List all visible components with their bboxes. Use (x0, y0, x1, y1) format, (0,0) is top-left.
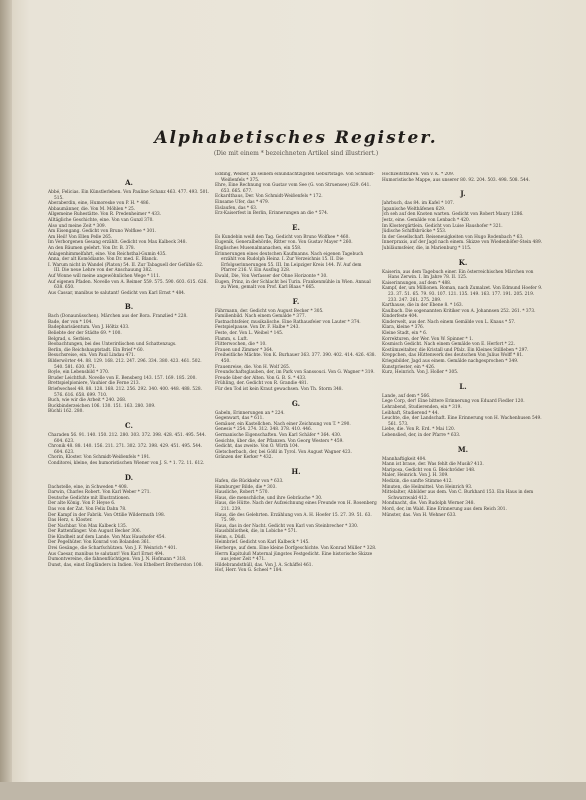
index-entry: Gletscherbach, der, bei Gößl in Tyrol. Von August Wagner 423. (215, 449, 352, 455)
section-letter: F. (292, 296, 300, 306)
index-entry: Kriegsbilder, Jagd aus einem. Gemälde nachgesprochen * 349. (382, 359, 519, 365)
index-entry: Kinderfeste 404. (382, 314, 419, 320)
register-page (36, 70, 556, 782)
index-entry: Hausbibliothek, die, in Lobiche * 571. (215, 529, 298, 535)
index-entry: Englisches Musenalmanachen, ein 558. (215, 245, 302, 251)
index-entry: Klara, kleine * 376. (382, 325, 425, 331)
index-entry: Eugen, Prinz, in der Schlacht bei Turin. Frankenmühle in Wien. Annual zu Wien, gemalt von Prof. Karl Blaas * 665. (215, 279, 371, 291)
page-title: Alphabetisches Register. (154, 128, 438, 148)
index-entry: Mariposa, Gedicht von G. Bleichröder 148. (382, 467, 476, 473)
index-entry: Ewald, Die, Von Verfasser der Ohne Horizonte * 30. (215, 273, 328, 279)
index-entry: Mondnacht, die. Von Rudolph Werner 348. (382, 501, 475, 507)
table-surface (0, 782, 586, 800)
index-entry: Anlagenhimmelfahrt, eine. Von Reichsthal-Gumin 435. (48, 251, 167, 257)
index-entry: Belgrad, s. Serbien. (48, 336, 92, 342)
index-entry: Jahrbuch, das 84. im Kafel * 107. (382, 201, 455, 207)
section-letter: M. (457, 444, 469, 454)
index-entry: Kosmisch Gedicht. Nach einem Gemälde von E. Herfort * 22. (382, 342, 516, 348)
index-entry: Innerpraxis, auf der Jagd nach einem. Skizze von Wiedenhöfer-Stein 489. (382, 240, 543, 246)
index-entry: Festspielpause. Von Dr. F. Halbe * 243. (215, 325, 300, 331)
index-entry: Herberge, auf dem. Eine kleine Dorfgeschichte. Von Konrad Müller * 328. (215, 546, 377, 552)
section-letter: L. (459, 381, 467, 391)
index-entry: Erinnerungen eines deutschen Kaufmanns. Nach eigenen Tagebuch erzählt von Rudolph Heinz. I. Zur Verzeichnis 15. II. Die Erfolgserinnerungen 55. III. Im Leipziger Kreis 144. IV. Auf dem Pfarrer 216. V. Ein Ausflug 328. (215, 251, 364, 274)
index-entry: Conditorei, kleine, des humoristischen Wiener von J. S. * 1. 72. 11. 612. (48, 460, 205, 466)
index-entry: Leuchte, die, der Landschaft. Eine Erinnerung von H. Wachenhusen 549. 561. 573. (382, 416, 542, 427)
index-entry: Erz-Kaiserfest in Berlin, Erinnerungen an die * 574. (215, 211, 329, 217)
index-entry: Familienbild. Nach einem Gemälde * 377. (215, 314, 306, 320)
index-entry: Hochzeitsthüren. Von v. K. * 209. (382, 172, 455, 177)
index-entry: Lebenslied, der, in der Pfarre * 633. (382, 432, 461, 438)
index-entry: Gegenwart, das * 611. (215, 416, 264, 422)
index-entry: Einsame Ufer, das * 479. (215, 199, 270, 205)
section-letter: A. (125, 178, 133, 187)
index-entry: Badepharisäentum. Von J. Höltiz 433. (48, 325, 130, 331)
index-entry: Flamm, s. Luft. (215, 336, 249, 342)
index-entry: Hamburger Bilde, die * 303. (215, 484, 277, 490)
index-entry: Freude über der Alten. Von G. B. S. * 433. (215, 375, 307, 381)
index-entry: Gränzen der Kerker * 432. (215, 455, 273, 461)
index-entry: Kinderwelt, aus der. Nach einem Gemälde von L. Knaus * 57. (382, 319, 516, 325)
index-entry: Beliebte der der Städte 69. * 100. (48, 331, 122, 337)
index-entry: Im Verborgenen Gesang erzählt. Gedicht von Max Kalbeck 348. (48, 240, 187, 246)
index-entry: Darwin, Charles Robert. Von Karl Weber * 271. (48, 490, 151, 496)
index-entry: Münster, das. Von H. Wehner 633. (382, 512, 457, 518)
index-entry: Chronik 48. 88. 140. 156. 211. 271. 302. 372. 398. 429. 451. 495. 544. 604. 623. (48, 444, 203, 455)
index-entry: Büchli 162. 280. (48, 409, 84, 415)
index-entry: Die Kindheit auf dem Lande. Von Max Haushofer 454. (48, 534, 166, 540)
index-entry: Kaulbach. Die sogenannten Kritiker von A. Johannsen 252. 261. * 373. (382, 308, 536, 314)
index-entry: Der alte König. Von P. Heyse 6. (48, 501, 116, 507)
index-entry: Charaden 56. 91. 140. 150. 212. 280. 303. 372. 398. 428. 451. 495. 544. 604. 623. (48, 432, 206, 444)
index-column-1 (48, 172, 210, 782)
index-entry: Freundschaftsglauben, der, im Park von Sanssouci. Von G. Wagner * 319. (215, 370, 375, 376)
index-entry: Medizin, die sanfte Stimme 412. (382, 478, 453, 484)
index-entry: Abbaumänner, die. Von M. Möhlen * 25. (48, 206, 136, 212)
index-entry: In der Gesellschaft. Reiseneuigkeiten von Hugo Rodenbach * 63. (382, 234, 524, 240)
index-entry: Hausliche, Robert * 570. (215, 490, 269, 496)
section-letter: J. (460, 189, 466, 199)
index-entry: Buckbinderzeichen 106. 130. 151. 163. 280. 309. (48, 403, 156, 409)
index-entry: Kleine Stadt, ein * 6. (382, 331, 428, 337)
index-entry: Genesis * 254. 274. 312. 348. 378. 410. 446. (215, 427, 313, 433)
index-entry: Jüdische Schiffsbrücke * 553. (382, 229, 447, 235)
index-entry: Heim, s. Düdl. (215, 534, 247, 540)
index-column-2 (215, 172, 377, 782)
index-entry: Kunstpriester, ein * 426. (382, 364, 436, 370)
index-entry: Liebe, die. Von R. Erd. * Mai 120. (382, 427, 456, 433)
index-entry: Korrekturen, der Wer. Von W. Spinner * 1. (382, 336, 474, 342)
index-entry: Frauen und Zimmer * 364. (215, 347, 274, 353)
index-entry: Buch, wie wir die Arbeit * 240. 268. (48, 398, 127, 404)
index-entry: Karthause, die in der Ebene 8. * 163. (382, 303, 464, 309)
index-entry: Brettspielpioniere, Vauhier die Ferne 213. (48, 381, 140, 387)
index-entry: Eislaufen, das * 63. (215, 205, 258, 211)
index-entry: Gabeln, Erinnerungen an * 224. (215, 410, 285, 416)
index-entry: I. Warum nicht in Wandel (Platon) 54. II. Zur Tabaguell der Gefühle 62. III. Die neue Lehre von der Anschauung 382. (48, 262, 204, 274)
index-entry: Japanische Welthäfenen 629. (382, 206, 446, 212)
index-entry: Humoristische Mappe, aus unserer 80. 92. 204. 503. 498. 508. 544. (382, 177, 530, 183)
index-entry: Mord, der, im Wald. Eine Erinnerung aus dem Reich 301. (382, 506, 507, 512)
index-entry: Herrn Kapituluß Maternal jüngstes Festgedicht. Eine historische Skizze aus jener Zeit * 471. (215, 551, 373, 563)
index-entry: Aberaberdin, eine, Humoreske von P. H. * 486. (48, 201, 150, 207)
index-entry: Chorin, Kloster. Von Schmidt-Weißenfels * 191. (48, 455, 151, 461)
index-entry: Kurz, Heinrich. Von J. Holler * 305. (382, 370, 459, 376)
index-entry: Flitterwochen, die * 10. (215, 342, 267, 348)
index-entry: Frühling, der. Gedicht von R. Grandie 481. (215, 381, 309, 387)
index-entry: Dunst, das, einst Engländers in Indien. Von Ethelbert Brotherston 108. (48, 562, 203, 568)
index-entry: Germanische Eigenschaften. Von Karl Schäfer * 364. 430. (215, 432, 342, 438)
index-entry: Jubiläumsfeier, die, in Marienburg * 115. (382, 245, 472, 251)
index-entry: Der Nachbar. Von Max Kalbeck 135. (48, 523, 128, 529)
index-entry: Bilderwörter 44. 88. 129. 168. 212. 247. 296. 334. 380. 423. 461. 502. 540. 581. 630. 671. (48, 359, 202, 370)
index-entry: Berlin, die Reichshauptstadt. Ein Brief * 60. (48, 347, 144, 353)
index-entry: Beobachtungen, bei des Unterirdischen und Schattenzugs. (48, 342, 177, 348)
index-entry: Hildebrandsthüll, das. Von J. A. Schäffel 461. (215, 562, 313, 568)
index-entry: Lande, auf dem * 566. (382, 393, 431, 399)
index-entry: Mannhaftigkeit 404. (382, 456, 427, 462)
index-entry: Minuten, die Heilmittel. Von Heinrich 93. (382, 484, 473, 490)
section-letter: D. (124, 472, 134, 482)
index-entry: Besuchsreise, ein. Von Paul Lindau 471. (48, 353, 136, 359)
section-letter: K. (458, 257, 468, 267)
index-entry: Am Eisengang. Gedicht von Bruno Wolfkee * 301. (48, 229, 157, 235)
index-entry: Der Pegelhüter. Von Konrad von Bolanden 361. (48, 540, 151, 546)
index-entry: Mittelalter, Abbilder aus dem. Von C. Burkhard 153. Ein Haus in dem Schwarzwald 412. (382, 490, 534, 501)
index-entry: Das Herz, s. Kloster. (48, 518, 93, 524)
section-letter: G. (291, 398, 301, 408)
index-entry: Das von der Zat. Von Felix Dahn 78. (48, 506, 127, 512)
index-entry: Feste, der. Von L. Weibel * 145. (215, 331, 284, 337)
section-letter: E. (292, 222, 300, 232)
index-entry: Lege Corp, der! Eine bittere Erinnerung von Eduard Fiedler 120. (382, 399, 525, 405)
index-entry: Jestz, eine. Gemälde von Lenbach * 420. (382, 217, 471, 223)
index-entry: Boyle, ein Lebensbild * 370. (48, 370, 110, 376)
book-spine (0, 0, 12, 800)
section-letter: H. (291, 466, 301, 476)
index-entry: Briefwechsel 48. 88. 128. 168. 212. 256. 292. 340. 400. 448. 488. 528. 576. 616. 658. 699. 710. (48, 387, 202, 398)
index-entry: Kostümzeitalter, die Kristall und Pfalz. Ein Kleines Stillleben * 297. (382, 347, 529, 353)
index-entry: An den Bäumen gelehrt. Von Dr. B. 378. (48, 245, 136, 251)
index-entry: Freiheitliche Mächte. Von K. Burhauer 363. 377. 390. 402. 414. 426. 438. 450. (215, 353, 376, 365)
index-entry: Haus, das in der Nacht. Gedicht von Karl von Steinbrecher * 330. (215, 523, 359, 529)
index-entry: Haus, die menschliche, und ihre Gebräuche * 30. (215, 495, 323, 501)
index-entry: Hafen, die Rückkehr von * 633. (215, 478, 284, 484)
index-entry: Ehre, Eine Rechnung von Gustav vom See (G. von Struensee) 629. 641. 653. 665. 677. (215, 183, 371, 194)
index-entry: Am Heil! Von Ellen Pelle 265. (48, 234, 113, 240)
index-entry: Haus, die des Gelehrten. Erzählung von A. H. Hoefer 15. 27. 39. 51. 63. 75. 99. (215, 512, 372, 524)
index-entry: Edding, Weiber, an seinem einundachtzigsten Geburtstage. Von Schmidt-Weißenfels * 375. (215, 172, 375, 183)
index-entry: Also und meine Zeit * 309. (48, 223, 107, 229)
index-entry: Kreppchen, das Hüttenwerk des deutschen Von Julius Wolff * 81. (382, 353, 524, 359)
index-entry: Dachstelle, eine, in Schweden * 408. (48, 484, 128, 490)
index-entry: Bade, der von * 104. (48, 319, 93, 325)
index-entry: Fährmann, der. Gedicht von August Becker * 305. (215, 308, 324, 314)
index-entry: Leibhaft, Studierend * 44. (382, 410, 439, 416)
section-letter: B. (124, 302, 134, 312)
index-entry: Hof, Herr. Von G. Scheel * 184. (215, 568, 283, 574)
index-entry: Abbé, Felicias. Ein Künstlerleben. Von Pauline Schanz 463. 477. 493. 501. 515. (48, 190, 210, 201)
index-entry: Es Kundebin weiß den Tag. Gedicht von Bruno Wolfkee * 460. (215, 234, 350, 240)
index-entry: Maler, Heinrich. Von J. H. 309. (382, 473, 449, 479)
index-entry: Eckardthaus, Der. Von Schmidt-Weißenfels * 172. (215, 194, 323, 200)
index-entry: Für den Tod ist kein Kraut gewachsen. Von Th. Storm 348. (215, 387, 343, 392)
index-entry: Alltägliche Geschichte, eine. Von van Gunzl 370. (48, 217, 154, 223)
index-entry: Jch seh auf den Knoten warten. Gedicht von Robert Maury 1286. (382, 212, 524, 218)
index-entry: Bruder Leichtfuß. Novelle von E. Bensberg 143. 157. 169. 185. 200. (48, 375, 197, 381)
index-entry: Aus Cassar, manibus te salutant! Gedicht von Karl Ernst * 484. (48, 290, 186, 296)
index-entry: Drei Gesänge, die Scharfschützen. Von J. F. Weinrich * 401. (48, 546, 178, 552)
index-entry: Aus Caesar, manibus te salutant! Von Karl Ernst 494. (48, 551, 165, 557)
page-subtitle: (Die mit einem * bezeichneten Artikel sind illustriert.) (213, 150, 379, 157)
index-entry: Allgemeine Ruhestätte. Von R. Predenheimer * 433. (48, 212, 162, 218)
index-column-3 (382, 172, 544, 782)
index-entry: Kaiserin, aus dem Tagebuch einer. Ein österreichischen Märchen von Hans Zerwin. I. Im Jahre 78. II. 125. (382, 269, 534, 281)
index-entry: Bach (Donaunüsschen). Märchen aus der Bora. Franzlied * 228. (48, 314, 188, 320)
index-entry: Frauenreise, die. Von H. Wolf 265. (215, 364, 291, 370)
index-entry: Dumontvereine, die fahnenflüchtigen. Von J. N. Hofmann * 318. (48, 557, 187, 563)
index-entry: Fastnachtsfeier, musikalische. Eine Rathausfeier von Lauter * 374. (215, 319, 361, 325)
index-entry: Auf Wonne will meine angewöhnlichen Wege * 111. (48, 273, 161, 279)
index-entry: Lehrabend, Studierenden, ein * 319. (382, 405, 462, 410)
index-entry: Gemäuer, ein Kastellchen. Nach einer Zeichnung von T. * 290. (215, 421, 351, 427)
index-entry: Kaiserinnungen, auf dem * 488. (382, 280, 452, 286)
index-entry: Mann ist braue, der. Was fehlt die Musik? 413. (382, 462, 484, 468)
index-entry: Auf eigenen Pfaden. Novelle von A. Reimer 559. 575. 590. 603. 615. 626. 638. 650. (48, 279, 208, 291)
index-entry: Der Rattenfänger. Von August Becker 306. (48, 529, 141, 535)
index-entry: Der Kampf in der Fabrik. Von Ottilie Wildermuth 198. (48, 512, 166, 518)
section-letter: C. (125, 420, 133, 430)
index-entry: Deutsche Gedichte mit Illustrationen. (48, 495, 131, 501)
index-entry: Haus, die Hütte. Nach der Aufzeichnung eines Freunde von H. Rosenberg 211. 239. (215, 501, 377, 512)
index-entry: Gesichte, über die, der Pflanzen. Von Georg Westers * 459. (215, 438, 344, 444)
index-entry: Im Klostergärtlein. Gedicht von Luise Haushofer * 321. (382, 223, 503, 229)
index-entry: Kampf, der, um Millionen. Roman, nach Zumalzet. Von Edmund Hoefer 9. 23. 37. 51. 65. 79. 93. 107. 121. 135. 149. 163. 177. 191. 205. 219. 233. 247. 261. 275. 289. (382, 286, 543, 303)
index-entry: Eugenik, Generalbehörde, Ritter von. Von Gustav Mayer * 260. (215, 240, 353, 246)
index-entry: Gedicht, das zweite. Von O. Wirth 104. (215, 444, 300, 450)
index-entry: Anna, der alt Komödiante. Von Dr. med. E. Blanck. (48, 257, 158, 263)
index-entry: Heimbrief. Gedicht von Karl Kalbeck * 145. (215, 540, 310, 546)
